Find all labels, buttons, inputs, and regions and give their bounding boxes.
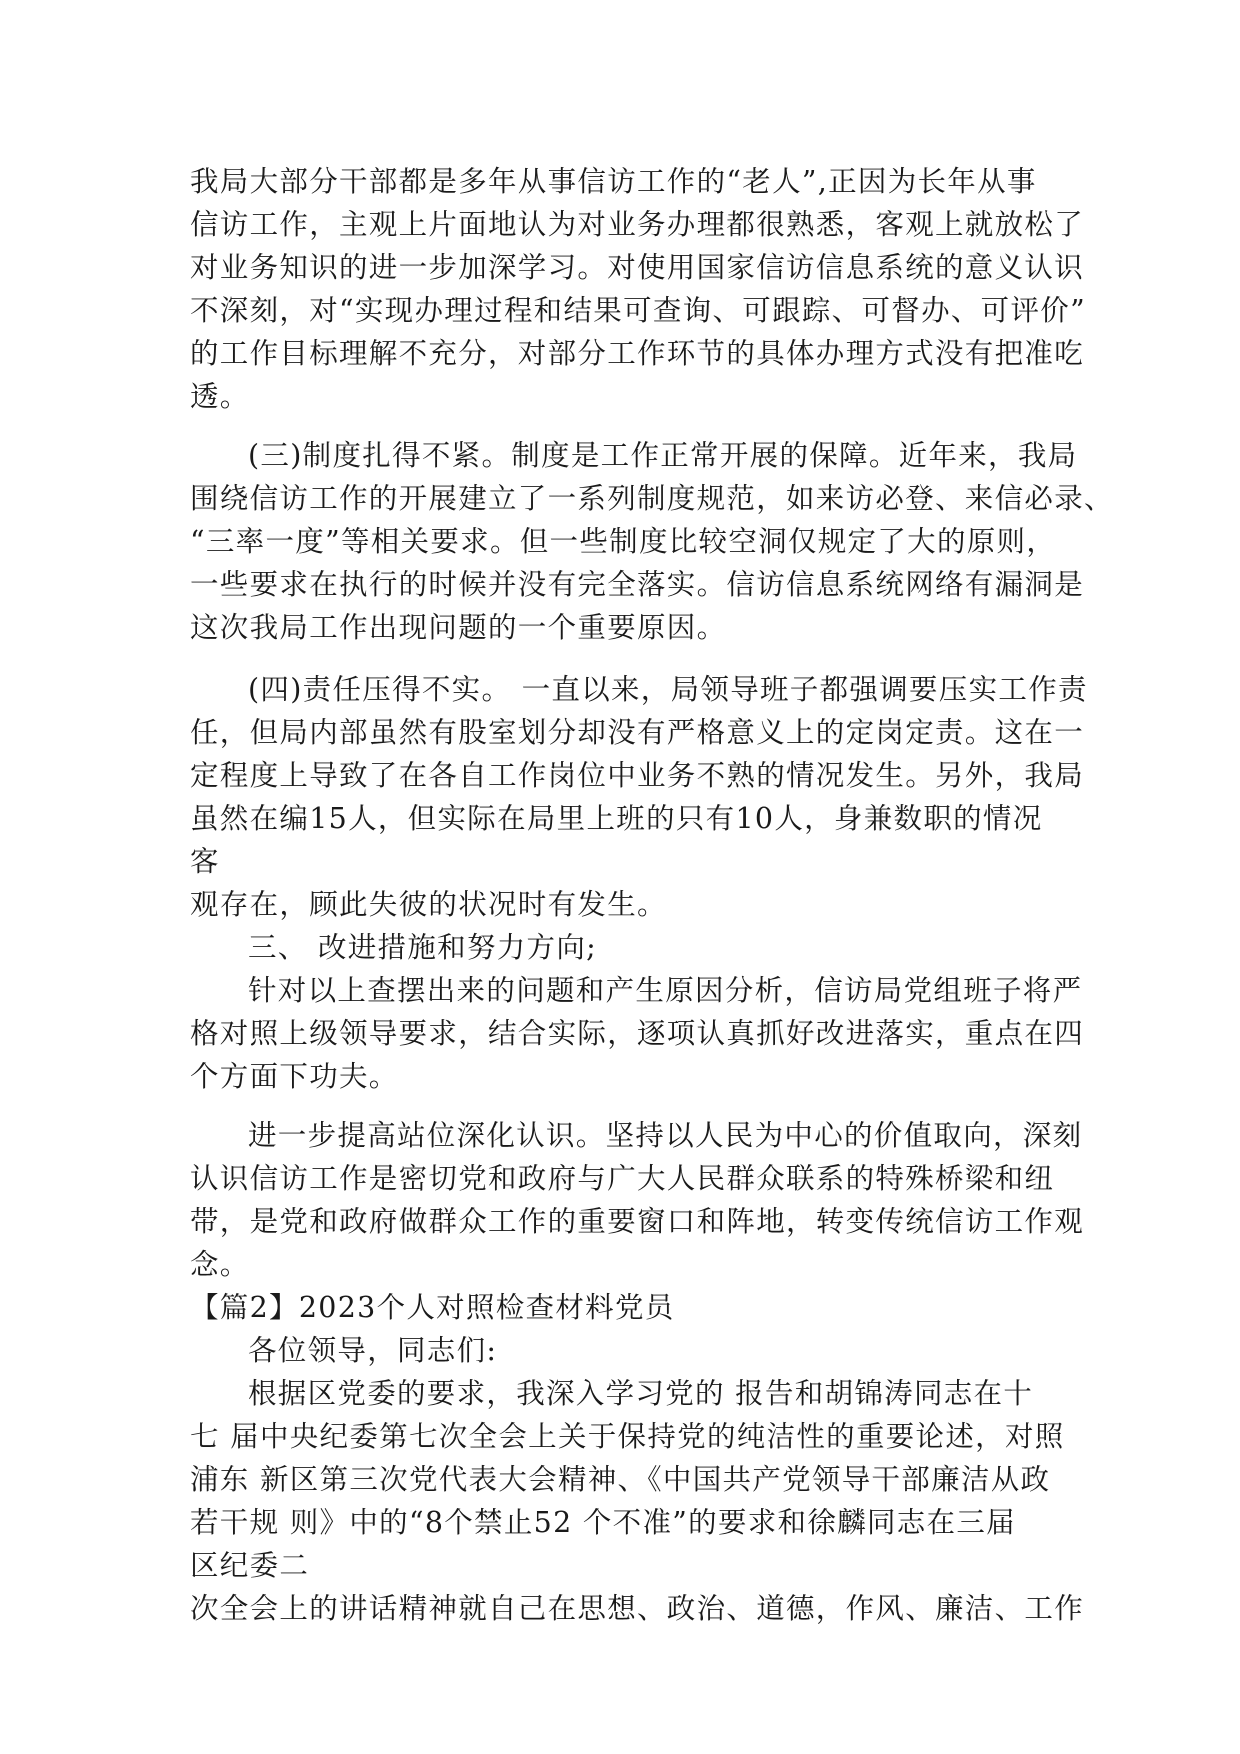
text-line: 次全会上的讲话精神就自己在思想、政治、道德，作风、廉洁、工作 — [190, 1592, 1085, 1625]
text-line: 区纪委二 — [190, 1549, 310, 1582]
text-line: (四)责任压得不实。 一直以来，局领导班子都强调要压实工作责 — [248, 673, 1088, 706]
text-line: 浦东 新区第三次党代表大会精神、《中国共产党领导干部廉洁从政 — [190, 1463, 1051, 1496]
text-line: 我局大部分干部都是多年从事信访工作的“老人”,正因为长年从事 — [190, 165, 1037, 198]
article-heading: 【篇2】2023个人对照检查材料党员 — [190, 1291, 675, 1324]
text-line: 念。 — [190, 1248, 250, 1281]
text-line: 个方面下功夫。 — [190, 1060, 399, 1093]
text-line: 客 — [190, 845, 220, 878]
text-line: 若干规 则》中的“8个禁止52 个不准”的要求和徐麟同志在三届 — [190, 1506, 1016, 1539]
text-line: 透。 — [190, 380, 250, 413]
paragraph-system-loose — [190, 434, 1114, 649]
text-line: 信访工作，主观上片面地认为对业务办理都很熟悉，客观上就放松了 — [190, 208, 1085, 241]
text-line: 虽然在编15人，但实际在局里上班的只有10人，身兼数职的情况 — [190, 802, 1043, 835]
text-line: 进一步提高站位深化认识。坚持以人民为中心的价值取向，深刻 — [248, 1119, 1083, 1152]
text-line: “三率一度”等相关要求。但一些制度比较空洞仅规定了大的原则， — [190, 525, 1057, 558]
document-body — [190, 160, 1114, 1630]
text-line: 这次我局工作出现问题的一个重要原因。 — [190, 611, 727, 644]
text-line: 的工作目标理解不充分，对部分工作环节的具体办理方式没有把准吃 — [190, 337, 1085, 370]
text-line: 带，是党和政府做群众工作的重要窗口和阵地，转变传统信访工作观 — [190, 1205, 1085, 1238]
paragraph-party-requirements — [190, 1372, 1085, 1630]
salutation — [190, 1329, 1070, 1372]
text-line: 一些要求在执行的时候并没有完全落实。信访信息系统网络有漏洞是 — [190, 568, 1085, 601]
section-heading-improvement — [190, 926, 1070, 969]
paragraph-responsibility — [190, 668, 1088, 926]
paragraph-understanding — [190, 160, 1086, 418]
salutation-line: 各位领导，同志们: — [248, 1334, 498, 1367]
section-heading: 三、 改进措施和努力方向; — [248, 931, 598, 964]
text-line: 根据区党委的要求，我深入学习党的 报告和胡锦涛同志在十 — [248, 1377, 1034, 1410]
text-line: 认识信访工作是密切党和政府与广大人民群众联系的特殊桥梁和纽 — [190, 1162, 1055, 1195]
article-title — [190, 1286, 1070, 1329]
text-line: 针对以上查摆出来的问题和产生原因分析，信访局党组班子将严 — [248, 974, 1083, 1007]
text-line: 对业务知识的进一步加深学习。对使用国家信访信息系统的意义认识 — [190, 251, 1085, 284]
paragraph-measures — [190, 969, 1085, 1098]
text-line: 七 届中央纪委第七次全会上关于保持党的纯洁性的重要论述，对照 — [190, 1420, 1065, 1453]
text-line: 定程度上导致了在各自工作岗位中业务不熟的情况发生。另外，我局 — [190, 759, 1085, 792]
text-line: 观存在，顾此失彼的状况时有发生。 — [190, 888, 667, 921]
text-line: 任，但局内部虽然有股室划分却没有严格意义上的定岗定责。这在一 — [190, 716, 1085, 749]
text-line: (三)制度扎得不紧。制度是工作正常开展的保障。近年来，我局 — [248, 439, 1078, 472]
text-line: 不深刻，对“实现办理过程和结果可查询、可跟踪、可督办、可评价” — [190, 294, 1086, 327]
paragraph-deepen-understanding — [190, 1114, 1085, 1286]
text-line: 围绕信访工作的开展建立了一系列制度规范，如来访必登、来信必录、 — [190, 482, 1114, 515]
text-line: 格对照上级领导要求，结合实际，逐项认真抓好改进落实，重点在四 — [190, 1017, 1085, 1050]
